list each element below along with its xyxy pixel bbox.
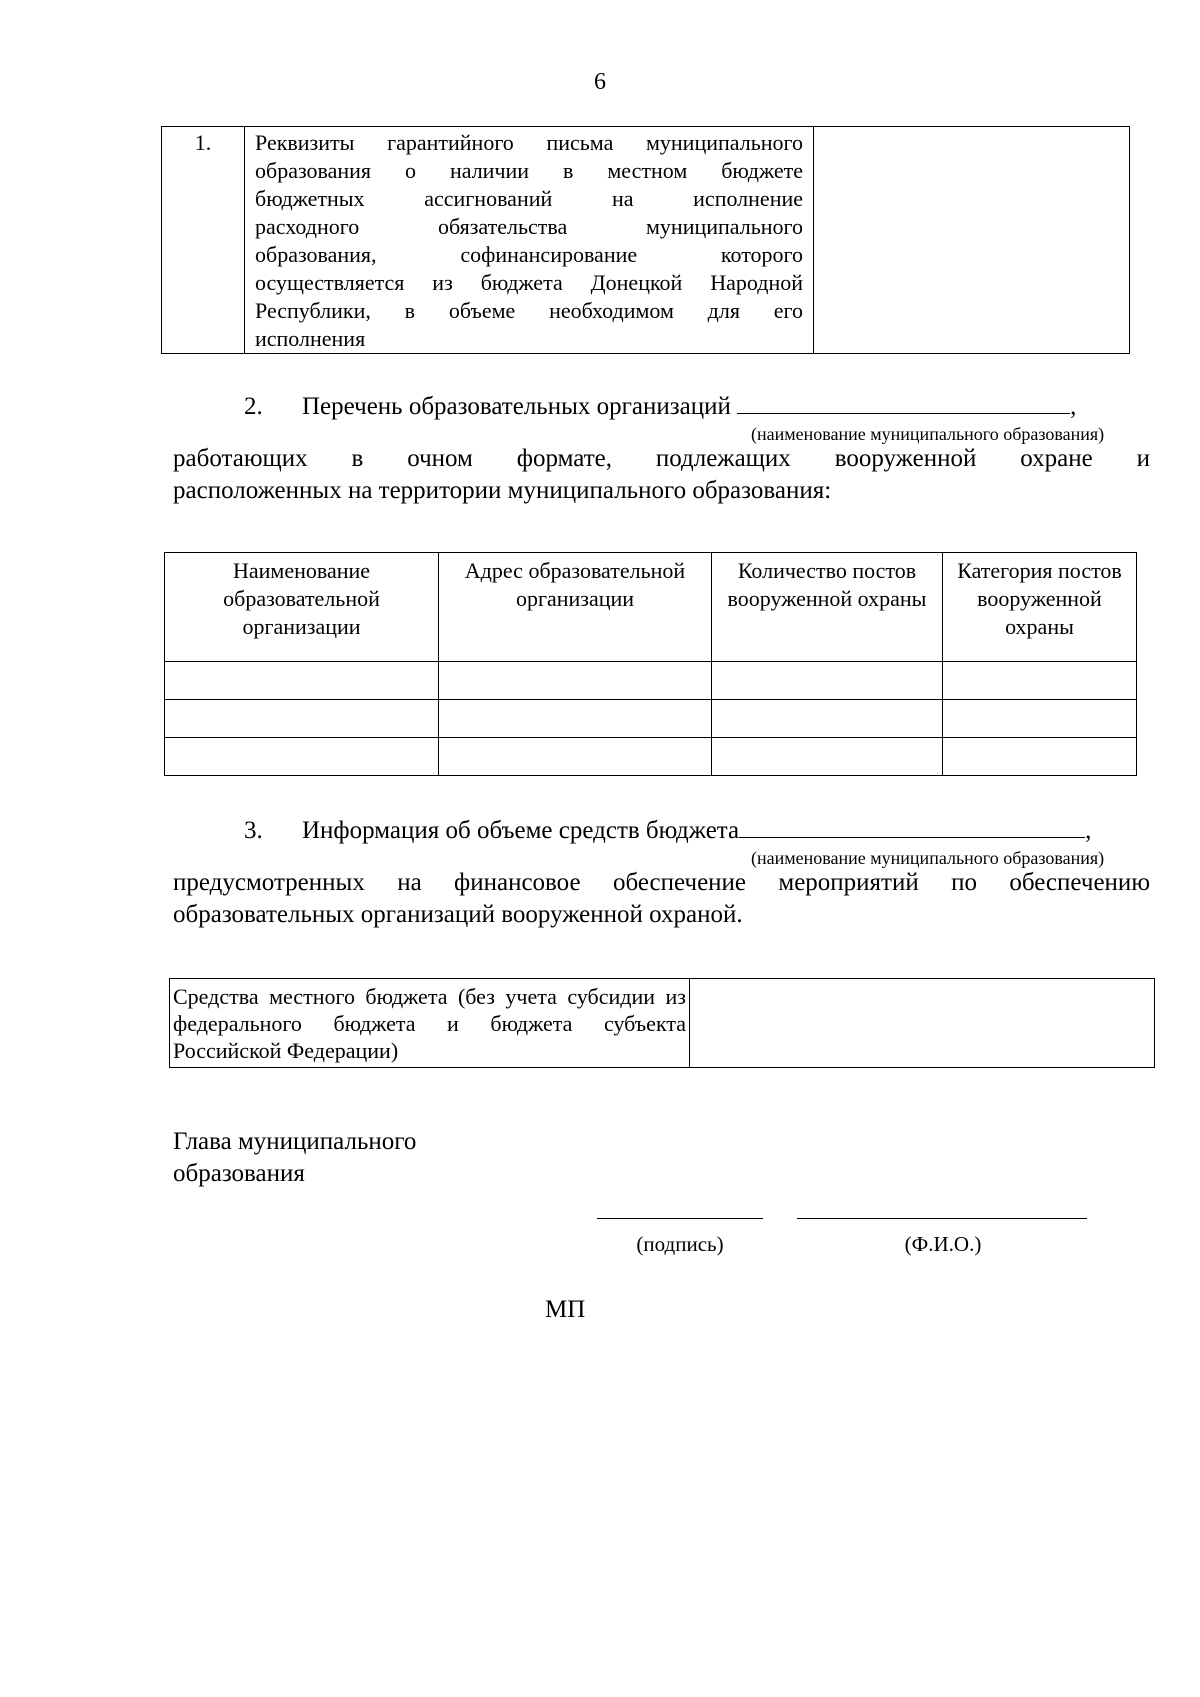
table-cell[interactable] [712,662,943,700]
row-number: 1. [162,127,245,354]
requisites-description [245,127,814,354]
column-header: Категория постов вооруженной охраны [943,553,1137,662]
section3-comma: , [1085,817,1092,844]
requisites-line: бюджетных ассигнований на исполнение [255,186,803,211]
budget-label: Средства местного бюджета (без учета субсидии из федерального бюджета и бюджета субъекта Российской Федерации) [170,979,690,1068]
requisites-line: Республики, в объеме необходимом для его [255,298,803,323]
table-cell[interactable] [165,662,439,700]
municipality-blank-line[interactable] [737,389,1070,414]
table-row [165,662,1137,700]
table-cell[interactable] [165,700,439,738]
municipality-note: (наименование муниципального образования) [751,424,1105,444]
section3-number: 3. [244,817,263,844]
requisites-line: Реквизиты гарантийного письма муниципального [255,130,803,155]
table-row [170,979,1155,1068]
section3-line1: предусмотренных на финансовое обеспечение мероприятий по обеспечению [173,869,1150,896]
column-header: Адрес образовательной организации [439,553,712,662]
section2-heading-text: Перечень образовательных организаций [302,393,731,420]
table-cell[interactable] [712,700,943,738]
section2-line2: расположенных на территории муниципального образования: [173,477,832,504]
table-row [165,738,1137,776]
table-row [165,700,1137,738]
organizations-table [164,552,1137,776]
signatory-title-line1: Глава муниципального [173,1128,417,1155]
section2-heading [244,389,1076,423]
table-cell[interactable] [943,738,1137,776]
signature-line[interactable] [597,1218,763,1219]
signatory-title-line2: образования [173,1160,305,1187]
name-label: (Ф.И.О.) [904,1232,982,1256]
column-header: Наименование образовательной организации [165,553,439,662]
requisites-line: осуществляется из бюджета Донецкой Народной [255,270,803,295]
table-cell[interactable] [943,662,1137,700]
table-cell[interactable] [439,700,712,738]
column-header: Количество постов вооруженной охраны [712,553,943,662]
section3-heading [244,813,1091,847]
section3-heading-text: Информация об объеме средств бюджета [302,817,740,844]
municipality-note: (наименование муниципального образования) [751,848,1105,868]
requisites-line: образования, софинансирование которого [255,242,803,267]
table-header-row [165,553,1137,662]
table-cell[interactable] [165,738,439,776]
section2-number: 2. [244,393,263,420]
budget-table [169,978,1155,1068]
requisites-table [161,126,1130,354]
stamp-placeholder: МП [545,1296,586,1323]
table-cell[interactable] [943,700,1137,738]
section2-comma: , [1070,393,1077,420]
page-number: 6 [594,69,606,95]
signature-label: (подпись) [636,1232,724,1256]
section2-line1: работающих в очном формате, подлежащих вооруженной охране и [173,445,1150,472]
name-line[interactable] [797,1218,1087,1219]
requisites-line: расходного обязательства муниципального [255,214,803,239]
municipality-blank-line[interactable] [739,813,1085,838]
table-row [162,127,1130,354]
table-cell[interactable] [439,662,712,700]
requisites-value-cell[interactable] [814,127,1130,354]
requisites-line: исполнения [255,326,366,351]
table-cell[interactable] [712,738,943,776]
section3-line2: образовательных организаций вооруженной охраной. [173,901,743,928]
budget-value-cell[interactable] [690,979,1155,1068]
requisites-line: образования о наличии в местном бюджете [255,158,803,183]
table-cell[interactable] [439,738,712,776]
